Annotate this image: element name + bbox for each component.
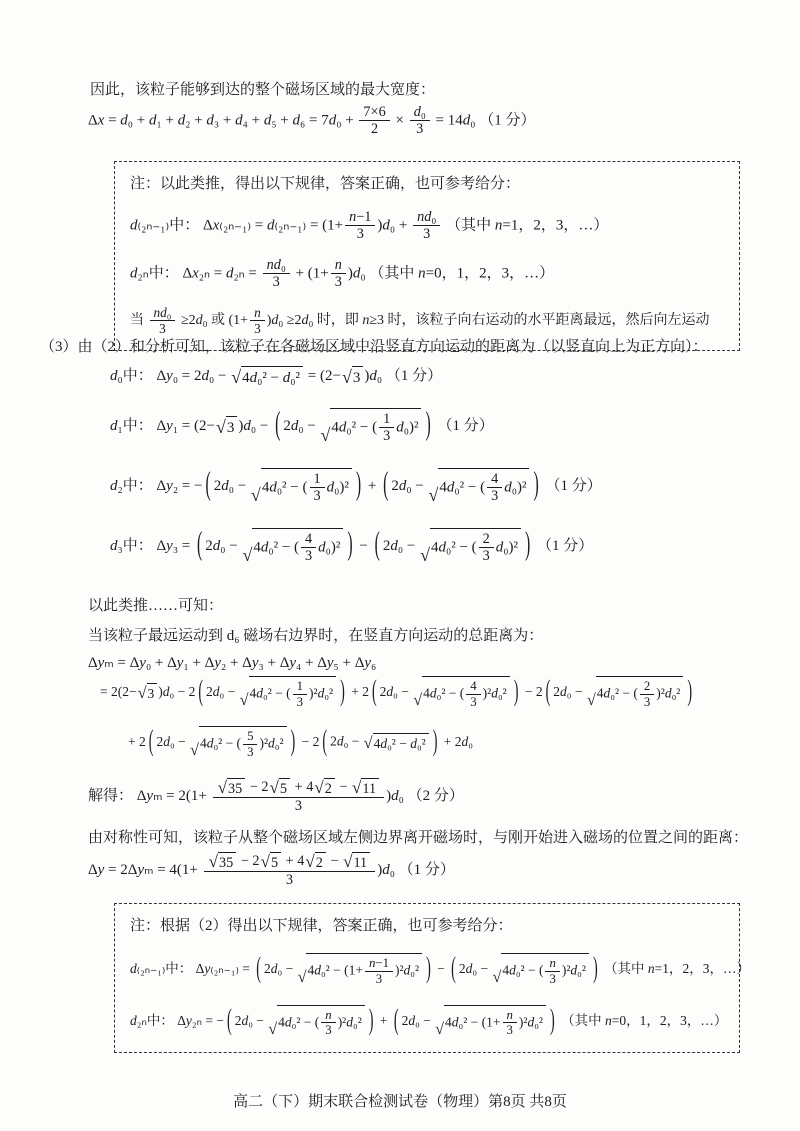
formula-dy-total: Δy = 2Δyₘ = 4(1+ √ 35 − 2 √ 5 + 4 √ 2 − √ 11 3 )d₀ （1 分） <box>88 852 455 889</box>
formula-dy1: d₁中： Δy₁ = (2− √ 3 )d₀ − ( 2d₀ − √ 4d₀² − ( $\frac{1}{3}$ d₀)² ) （1 分） <box>110 406 494 445</box>
total-distance-intro-text: 当该粒子最远运动到 d₆ 磁场右边界时，在竖直方向运动的总距离为： <box>88 628 544 644</box>
note-box-2-title: 注：根据（2）得出以下规律，答案正确，也可参考给分： <box>130 918 513 934</box>
section-3-text: （3）由（2）和分析可知，该粒子在各磁场区域中沿竖直方向运动的距离为（以竖直向上为正方向）： <box>40 339 708 355</box>
note-box-extrapolation-x <box>114 161 740 351</box>
symmetry-text: 由对称性可知，该粒子从整个磁场区域左侧边界离开磁场时，与刚开始进入磁场的位置之间的距离： <box>88 830 749 846</box>
formula-x-odd-rule: d₍₂ₙ₋₁₎中： Δx₍₂ₙ₋₁₎ = d₍₂ₙ₋₁₎ = (1+ $\frac{n-1}{3}$ )d₀ + $\frac{\text{nd₀}}{3}$ （其中 n=1，2，3，…） <box>130 209 609 243</box>
formula-dy2: d₂中： Δy₂ = − ( 2d₀ − √ 4d₀² − ( $\frac{1}{3}$ d₀)² ) + ( 2d₀ − √ 4d₀² − ( $\frac{4}{3}$ d₀)² ) （1 分） <box>110 466 602 505</box>
formula-x-even-rule: d₂ₙ中： Δx₂ₙ = d₂ₙ = $\frac{\text{nd₀}}{3}$ + (1+ $\frac{n}{3}$ )d₀ （其中 n=0，1，2，3，…） <box>130 256 555 291</box>
formula-ym-expansion-2: + 2 ( 2d₀ − √ 4d₀² − ( $\frac{5}{3}$ )²d₀² ) − 2 ( 2d₀ − √ 4d₀² − d₀² ) + 2d₀ <box>128 724 474 760</box>
formula-delta-x: Δx = d₀ + d₁ + d₂ + d₃ + d₄ + d₅ + d₆ = 7d₀ + $\frac{7\times 6}{2}$ × $\frac{\text{d₀}}{3}$ = 14d₀ （1 分） <box>88 104 536 138</box>
page-footer: 高二（下）期末联合检测试卷（物理）第8页 共8页 <box>233 1094 567 1110</box>
formula-ym-sum: Δyₘ = Δy₀ + Δy₁ + Δy₂ + Δy₃ + Δy₄ + Δy₅ + Δy₆ <box>88 655 377 671</box>
note-box-extrapolation-y <box>114 903 751 1053</box>
note-box-1-condition: 当 $\frac{\text{nd₀}}{3}$ ≥2d₀ 或 (1+ $\frac{n}{3}$ )d₀ ≥2d₀ 时，即 n≥3 时，该粒子向右运动的水平距离最远，然后向左运动 <box>130 304 710 336</box>
formula-y-odd-rule: d₍₂ₙ₋₁₎中： Δy₍₂ₙ₋₁₎ = ( 2d₀ − √ 4d₀² − (1+ $\frac{n-1}{3}$ )²d₀² ) − ( 2d₀ − √ 4d₀² − ( $\frac{n}{3}$ )²d₀² ) （其中 n=1，2，3，…） <box>130 951 751 987</box>
formula-dy0: d₀中： Δy₀ = 2d₀ − √ 4d₀² − d₀² = (2− √ 3 )d₀ （1 分） <box>110 366 443 387</box>
formula-ym-result: 解得： Δyₘ = 2(1+ √ 35 − 2 √ 5 + 4 √ 2 − √ 11 3 )d₀ （2 分） <box>88 778 464 815</box>
formula-y-even-rule: d₂ₙ中： Δy₂ₙ = − ( 2d₀ − √ 4d₀² − ( $\frac{n}{3}$ )²d₀² ) + ( 2d₀ − √ 4d₀² − (1+ $\frac{n}{3}$ )²d₀² ) （其中 n=0，1，2，3，…） <box>130 1003 728 1038</box>
formula-ym-expansion-1: = 2(2− √ 3 )d₀ − 2 ( 2d₀ − √ 4d₀² − ( $\frac{1}{3}$ )²d₀² ) + 2 ( 2d₀ − √ 4d₀² − ( $\frac{4}{3}$ )²d₀² ) − 2 ( 2d₀ − √ 4d₀² − ( $\frac{2}{3}$ )²d₀² ) <box>100 674 693 710</box>
max-width-intro-text: 因此，该粒子能够到达的整个磁场区域的最大宽度： <box>90 82 436 98</box>
etc-text: 以此类推……可知： <box>88 598 224 614</box>
note-box-1-title: 注：以此类推，得出以下规律，答案正确，也可参考给分： <box>130 176 521 192</box>
formula-dy3: d₃中： Δy₃ = ( 2d₀ − √ 4d₀² − ( $\frac{4}{3}$ d₀)² ) − ( 2d₀ − √ 4d₀² − ( $\frac{2}{3}$ d₀)² ) （1 分） <box>110 526 594 565</box>
